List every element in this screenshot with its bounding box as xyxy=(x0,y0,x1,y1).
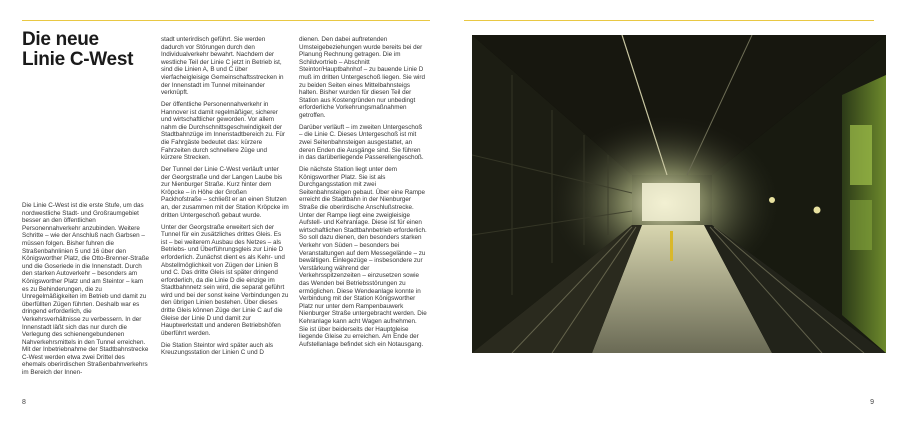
right-page xyxy=(450,0,900,422)
top-rule xyxy=(464,20,874,21)
text-column-2 xyxy=(161,36,289,361)
paragraph: Die Linie C-West ist die erste Stufe, um das nordwestliche Stadt- und Großraumgebiet besser an den öffentlichen Personennahverkehr anzubinden. Weitere Schritte – wie der Anschluß nach Garbsen – müssen folgen. Bisher fuhren die Straßenbahnlinien 5 und 16 über den Königsworther Platz, die Otto-Brenner-Straße und die Goseriede in die Innenstadt. Durch den starken Autoverkehr – besonders am Königsworther Platz und am Steintor – kam es zu Behinderungen, die zu Unregelmäßigkeiten im Betrieb und damit zu überfüllten Zügen führten. Deshalb war es dringend erforderlich, die Verkehrsverhältnisse zu verbessern. In der Innenstadt läßt sich das nur durch die Verlegung des schienengebundenen Nahverkehrsmittels in den Tunnel erreichen. Mit der Inbetriebnahme der Stadtbahnstrecke C-West werden etwa zwei Drittel des ehemals oberirdischen Straßenbahnverkehrs im Bereich der Innen- xyxy=(22,202,150,377)
tunnel-photo-illustration xyxy=(472,35,886,353)
tunnel-photo xyxy=(472,35,886,353)
top-rule xyxy=(22,20,430,21)
paragraph: Der öffentliche Personennahverkehr in Hannover ist damit regelmäßiger, sicherer und wirtschaftlicher geworden. Vor allem nahm die Durchschnittsgeschwindigkeit der Stadtbahnzüge im Innenstadtbereich zu. Für die Fahrgäste bedeutet das: kürzere Fahrzeiten durch schnellere Züge und kürzere Strecken. xyxy=(161,101,285,162)
paragraph: Die Station Steintor wird später auch als Kreuzungsstation der Linien C und D xyxy=(161,341,274,357)
paragraph: Unter der Georgstraße erweitert sich der Tunnel für ein zusätzliches drittes Gleis. Es ist – bei weiterem Ausbau des Netzes – als Betriebs- und Überführungsgleis zur Linie D erforderlich. Zunächst dient es als Kehr- und Abstellmöglichkeit von Zügen der Linien B und C. Das dritte Gleis ist später dringend erforderlich, da die Linie D die einzige im Stadtbahnnetz sein wird, die separat geführt wird und bei der sonst keine Verbindungen zu den übrigen Linien bestehen. Über dieses dritte Gleis können Züge der Linie C auf die Gleise der Linie D und damit zur Hauptwerkstatt und anderen Betriebshöfen überführt werden. xyxy=(161,223,289,337)
paragraph: Die nächste Station liegt unter dem Königsworther Platz. Sie ist als Durchgangsstation mit zwei Seitenbahnsteigen gebaut. Über eine Rampe erreicht die Stadtbahn in der Nienburger Straße die oberirdische Anschlußstrecke. Unter der Rampe liegt eine zweigleisige Aufstell- und Kehranlage. Diese ist für einen wirtschaftlichen Stadtbahnbetrieb erforderlich. So soll dazu dienen, den besonders starken Verkehr von Süden – besonders bei Veranstaltungen auf dem Messegelände – zu bewältigen. Einlegezüge – insbesondere zur Verstärkung während der Verkehrsspitzenzeiten – einzusetzen sowie das Wenden bei Betriebsstörungen zu ermöglichen. Diese Wendeanlage konnte in Verbindung mit der Station Königsworther Platz nur unter dem Rampenbauwerk Nienburger Straße untergebracht werden. Die Kehranlage kann acht Wagen aufnehmen. Sie ist über beiderseits der Hauptgleise liegende Gleise zu erreichen. Am Ende der Aufstellanlage befindet sich ein Notausgang. xyxy=(299,166,427,348)
text-column-1 xyxy=(22,202,150,381)
page-title: Die neue Linie C-West xyxy=(22,29,134,70)
paragraph: dienen. Den dabei auftretenden Umsteigebeziehungen wurde bereits bei der Planung Rechnung getragen. Die im Schildvortrieb – Abschnitt Steintor/Hauptbahnhof – zu bauende Linie D muß im dritten Untergeschoß liegen. Sie wird zu beiden Seiten eines Mittelbahnsteigs halten. Bisher wurden für diesen Teil der Station aus Kostengründen nur unbedingt erforderliche Vorkehrungsmaßnahmen getroffen. xyxy=(299,36,425,119)
text-column-3 xyxy=(299,36,427,353)
paragraph: Der Tunnel der Linie C-West verläuft unter der Georgstraße und der Langen Laube bis zur Nienburger Straße. Kurz hinter dem Kröpcke – in Höhe der Großen Packhofstraße – schließt er an einen Stutzen an, der zusammen mit der Station Kröpcke im dritten Untergeschoß gebaut wurde. xyxy=(161,166,289,219)
paragraph: stadt unterirdisch geführt. Sie werden dadurch vor Störungen durch den Individualverkehr bewahrt. Nachdem der westliche Teil der Linie C jetzt in Betrieb ist, sind die Linien A, B und C über vierfacheigleisige Gemeinschaftsstrecken in der Innenstadt im Tunnel miteinander verknüpft. xyxy=(161,36,284,97)
paragraph: Darüber verläuft – im zweiten Untergeschoß – die Linie C. Dieses Untergeschoß ist mit zwei Seitenbahnsteigen ausgestattet, an deren Enden die Ausgänge sind. Sie führen in das darüberliegende Passerellengeschoß. xyxy=(299,123,424,162)
page-number-right: 9 xyxy=(870,399,874,406)
page-number-left: 8 xyxy=(22,399,26,406)
